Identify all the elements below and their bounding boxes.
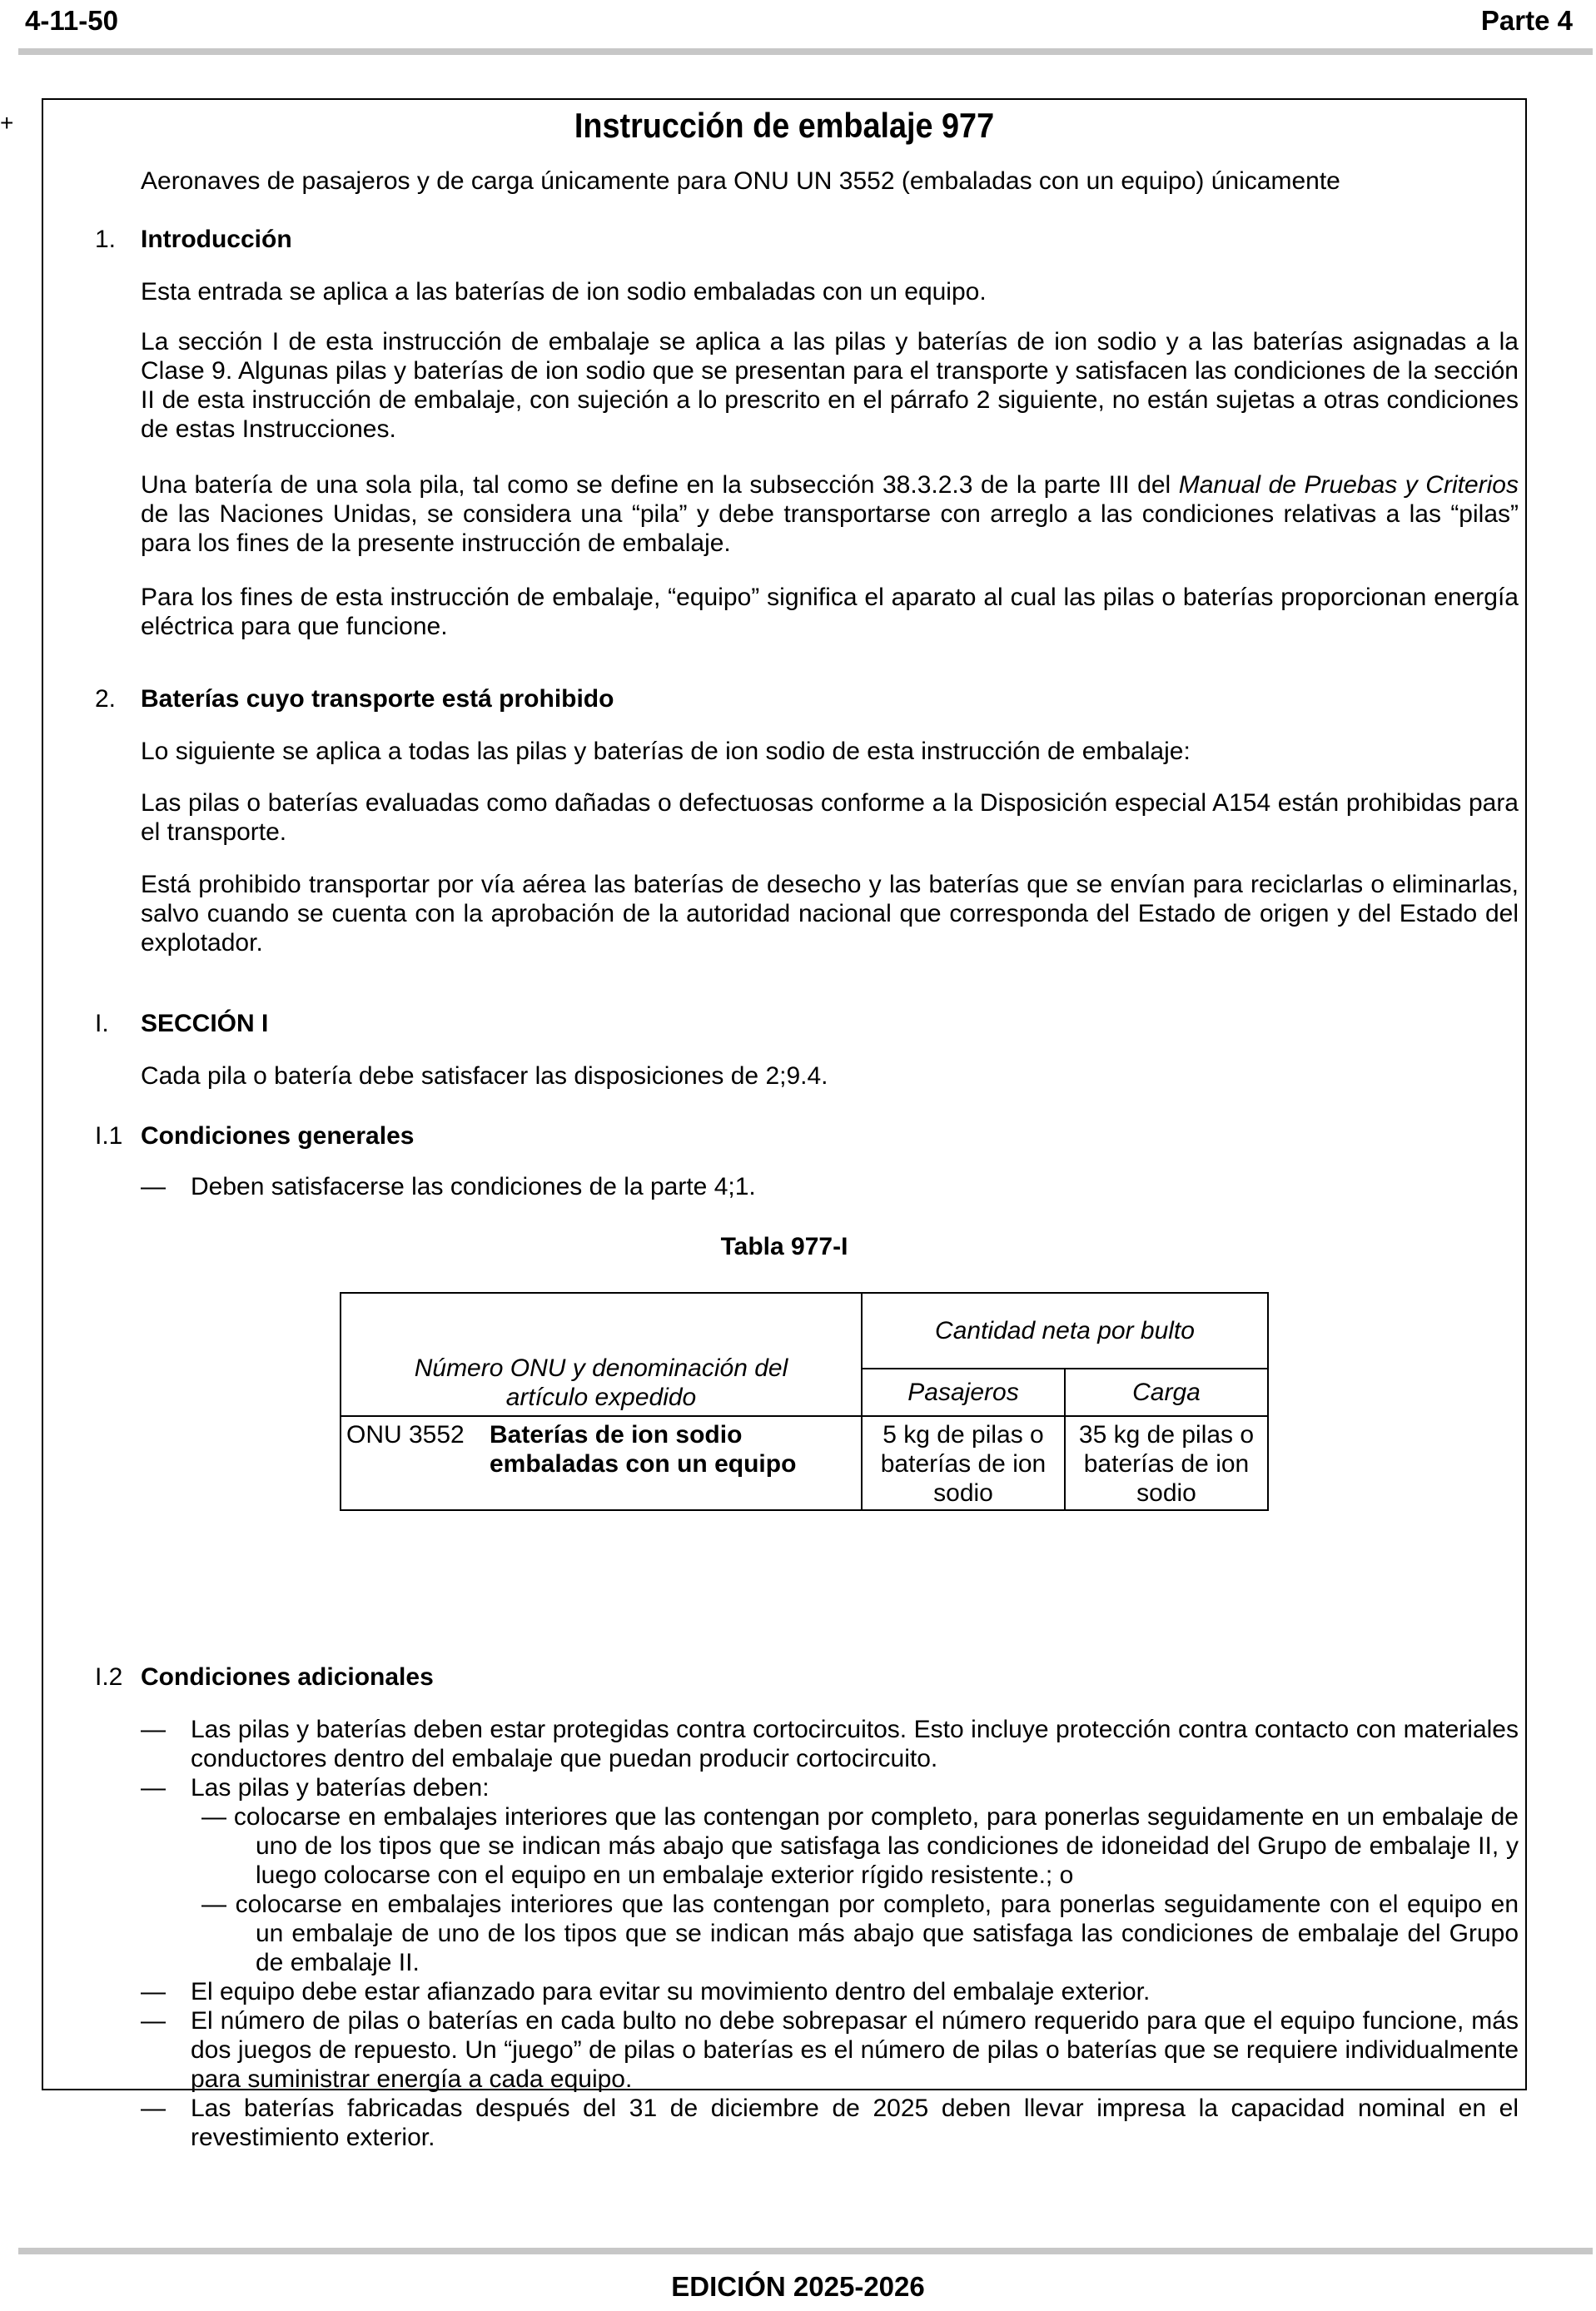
table-row xyxy=(341,1416,1268,1510)
section-1-para-2: La sección I de esta instrucción de embalaje se aplica a las pilas y baterías de ion sodio y a las baterías asignadas a la Clase 9. Algunas pilas y baterías de ion sodio que se presentan para el transporte y satisfacen las condiciones de la sección II de esta instrucción de embalaje, con sujeción a lo prescrito en el párrafo 2 siguiente, no están sujetas a otras condiciones de estas Instrucciones. xyxy=(141,328,1519,443)
section-1-heading: Introducción xyxy=(141,226,292,253)
para-3-text-b: de las Naciones Unidas, se considera una “pila” y debe transportarse con arreglo a las condiciones relativas a las “pilas” para los fines de la presente instrucción de embalaje. xyxy=(141,500,1519,557)
section-1-para-4: Para los fines de esta instrucción de embalaje, “equipo” significa el aparato al cual las pilas o baterías proporcionan energía eléctrica para que funcione. xyxy=(141,584,1519,640)
page-code: 4-11-50 xyxy=(25,5,118,36)
section-1-number: 1. xyxy=(95,226,117,253)
table-header-row xyxy=(341,1293,1268,1369)
condition-2b xyxy=(201,1890,1519,1977)
col-pass-header: Pasajeros xyxy=(862,1369,1065,1416)
qty-passenger: 5 kg de pilas o baterías de ion sodio xyxy=(862,1416,1065,1510)
instruction-box xyxy=(42,98,1527,2151)
shipping-name: Baterías de ion sodio embaladas con un equipo xyxy=(480,1416,862,1510)
col-qty-header: Cantidad neta por bulto xyxy=(862,1293,1268,1369)
subtitle: Aeronaves de pasajeros y de carga únicamente para ONU UN 3552 (embaladas con un equipo) únicamente xyxy=(141,167,1340,195)
condition-3: El equipo debe estar afianzado para evitar su movimiento dentro del embalaje exterior. xyxy=(191,1978,1151,2005)
section-1-para-1: Esta entrada se aplica a las baterías de ion sodio embaladas con un equipo. xyxy=(141,278,987,306)
section-i1-number: I.1 xyxy=(95,1122,123,1150)
table-caption: Tabla 977-I xyxy=(720,1233,848,1260)
dash-bullet: — xyxy=(141,1774,166,1802)
condition-2: Las pilas y baterías deben: xyxy=(191,1774,490,1802)
dash-bullet: — xyxy=(141,2007,166,2035)
col-cargo-header: Carga xyxy=(1065,1369,1268,1416)
section-i-para-1: Cada pila o batería debe satisfacer las disposiciones de 2;9.4. xyxy=(141,1062,828,1090)
dash-bullet: — xyxy=(141,2095,166,2122)
col-name-header: Número ONU y denominación del artículo expedido xyxy=(341,1293,862,1416)
section-i2-heading: Condiciones adicionales xyxy=(141,1663,434,1691)
section-2-para-2: Las pilas o baterías evaluadas como dañadas o defectuosas conforme a la Disposición especial A154 están prohibidas para el transporte. xyxy=(141,789,1519,846)
section-2-para-3: Está prohibido transportar por vía aérea las baterías de desecho y las baterías que se envían para reciclarlas o eliminarlas, salvo cuando se cuenta con la aprobación de la autoridad nacional que corresponda del Estado de origen y del Estado del explotador. xyxy=(141,871,1519,957)
section-2-number: 2. xyxy=(95,685,117,713)
manual-title: Manual de Pruebas y Criterios xyxy=(1178,471,1519,499)
condition-2a xyxy=(201,1802,1519,1890)
section-i1-item: Deben satisfacerse las condiciones de la parte 4;1. xyxy=(191,1173,756,1200)
section-i-number: I. xyxy=(95,1010,109,1037)
section-2-para-1: Lo siguiente se aplica a todas las pilas y baterías de ion sodio de esta instrucción de embalaje: xyxy=(141,738,1191,765)
revision-mark: + xyxy=(0,110,14,136)
dash-bullet: — xyxy=(141,1716,166,1743)
section-i1-heading: Condiciones generales xyxy=(141,1122,415,1150)
condition-1: Las pilas y baterías deben estar protegidas contra cortocircuitos. Esto incluye protección contra contacto con materiales conductores dentro del embalaje que puedan producir cortocircuito. xyxy=(191,1716,1519,1772)
section-1-para-3 xyxy=(141,470,1519,558)
condition-2b-text: — colocarse en embalajes interiores que las contengan por completo, para ponerlas seguidamente con el equipo en un embalaje de uno de los tipos que se indican más abajo que satisfaga las condiciones de embalaje del Grupo de embalaje II. xyxy=(201,1891,1519,1976)
section-2-heading: Baterías cuyo transporte está prohibido xyxy=(141,685,614,713)
para-3-text-a: Una batería de una sola pila, tal como se define en la subsección 38.3.2.3 de la parte III del xyxy=(141,471,1179,499)
table-977-i xyxy=(340,1292,1269,1511)
header-rule xyxy=(18,48,1593,55)
un-number: ONU 3552 xyxy=(341,1416,480,1510)
footer-rule xyxy=(18,2248,1593,2254)
dash-bullet: — xyxy=(141,1173,166,1200)
page-title: Instrucción de embalaje 977 xyxy=(574,106,995,145)
section-i2-number: I.2 xyxy=(95,1663,123,1691)
dash-bullet: — xyxy=(141,1978,166,2005)
qty-cargo: 35 kg de pilas o baterías de ion sodio xyxy=(1065,1416,1268,1510)
section-i-heading: SECCIÓN I xyxy=(141,1010,269,1037)
condition-5: Las baterías fabricadas después del 31 de diciembre de 2025 deben llevar impresa la capacidad nominal en el revestimiento exterior. xyxy=(191,2095,1519,2151)
condition-2a-text: — colocarse en embalajes interiores que las contengan por completo, para ponerlas seguidamente en un embalaje de uno de los tipos que se indican más abajo que satisfaga las condiciones de idoneidad del Grupo de embalaje II, y luego colocarse con el equipo en un embalaje exterior rígido resistente.; o xyxy=(201,1803,1519,1889)
part-label: Parte 4 xyxy=(1480,5,1573,36)
edition-footer: EDICIÓN 2025-2026 xyxy=(671,2271,925,2302)
condition-4: El número de pilas o baterías en cada bulto no debe sobrepasar el número requerido para que el equipo funcione, más dos juegos de repuesto. Un “juego” de pilas o baterías es el número de pilas o baterías que se requiere individualmente para suministrar energía a cada equipo. xyxy=(191,2007,1519,2093)
